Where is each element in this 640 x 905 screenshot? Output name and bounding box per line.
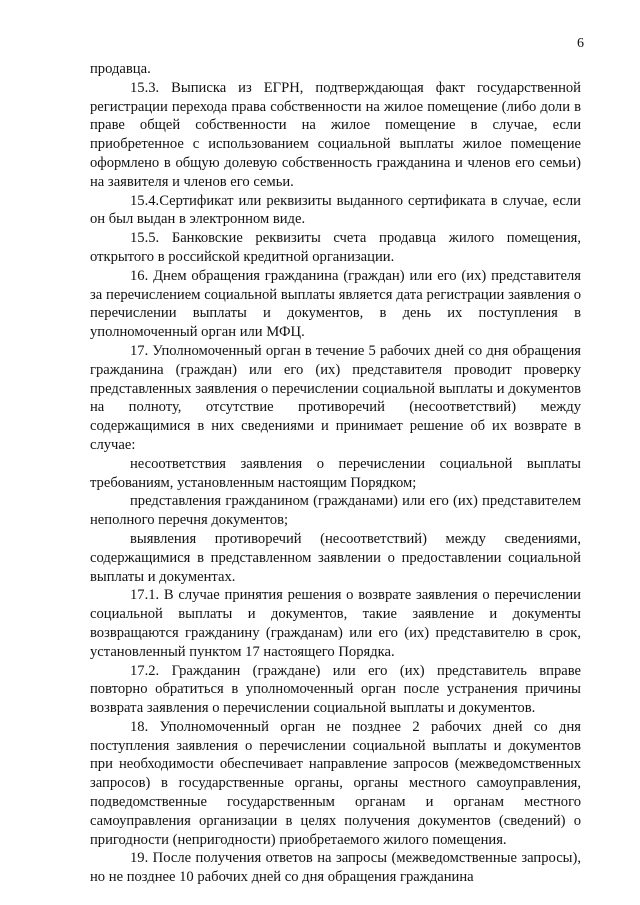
- paragraph-17-item-1: несоответствия заявления о перечислении социальной выплаты требованиям, установленным настоящим Порядком;: [90, 455, 581, 491]
- paragraph-17-item-3: выявления противоречий (несоответствий) между сведениями, содержащимися в представленном заявлении о предоставлении социальной выплаты и документах.: [90, 530, 581, 585]
- paragraph-18: 18. Уполномоченный орган не позднее 2 рабочих дней со дня поступления заявления о перечислении социальной выплаты и документов при необходимости обеспечивает направление запросов (межведомственных запросов) в государственные органы, органы местного самоуправления, подведомственные государственным органам и органам местного самоуправления организации в целях получения документов (сведений) о пригодности (непригодности) приобретаемого жилого помещения.: [90, 718, 581, 848]
- page-number: 6: [577, 36, 584, 51]
- paragraph-17: 17. Уполномоченный орган в течение 5 рабочих дней со дня обращения гражданина (граждан) или его (их) представителя проводит проверку представленных заявления о перечислении социальной выплаты и документов на полноту, отсутствие противоречий (несоответствий) между содержащимися в них сведениями и принимает решение об их возврате в случае:: [90, 342, 581, 453]
- paragraph-17-2: 17.2. Гражданин (граждане) или его (их) представитель вправе повторно обратиться в уполномоченный орган после устранения причины возврата заявления о перечислении социальной выплаты и документов.: [90, 662, 581, 717]
- paragraph-19: 19. После получения ответов на запросы (межведомственные запросы), но не позднее 10 рабочих дней со дня обращения гражданина: [90, 850, 581, 886]
- paragraph-intro: продавца.: [90, 61, 151, 77]
- paragraph-17-item-2: представления гражданином (гражданами) или его (их) представителем неполного перечня документов;: [90, 493, 581, 529]
- paragraph-15-5: 15.5. Банковские реквизиты счета продавца жилого помещения, открытого в российской кредитной организации.: [90, 230, 581, 265]
- paragraph-15-3: 15.3. Выписка из ЕГРН, подтверждающая факт государственной регистрации перехода права собственности на жилое помещение (либо доли в праве общей собственности на жилое помещение в случае, если приобретенное с использованием социальной выплаты жилое помещение оформлено в общую долевую собственность гражданина и членов его семьи) на заявителя и членов его семьи.: [90, 79, 581, 190]
- paragraph-15-4: 15.4.Сертификат или реквизиты выданного сертификата в случае, если он был выдан в электронном виде.: [90, 192, 581, 228]
- paragraph-16: 16. Днем обращения гражданина (граждан) или его (их) представителя за перечислением социальной выплаты является дата регистрации заявления о перечислении выплаты и документов, в день их поступления в уполномоченный орган или МФЦ.: [90, 267, 581, 341]
- paragraph-17-1: 17.1. В случае принятия решения о возврате заявления о перечислении социальной выплаты и документов, такие заявление и документы возвращаются гражданину (гражданам) или его (их) представителю в срок, установленный пунктом 17 настоящего Порядка.: [90, 587, 581, 660]
- document-body: [90, 60, 581, 887]
